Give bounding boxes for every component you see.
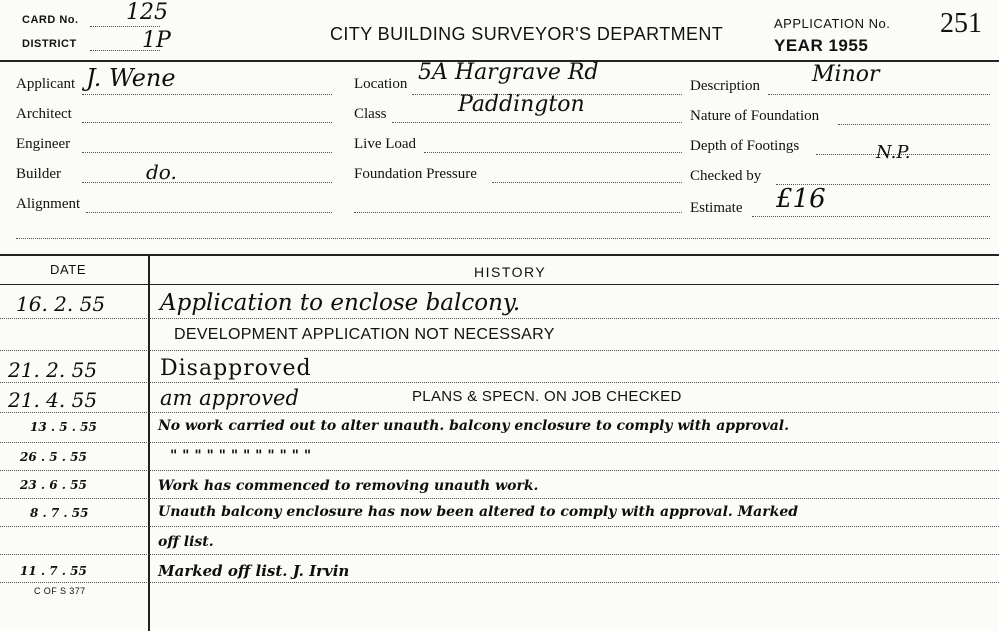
application-no-label: APPLICATION No. — [774, 16, 891, 31]
class-label: Class — [354, 106, 387, 122]
builder-value: do. — [146, 160, 177, 184]
estimate-value: £16 — [776, 184, 826, 214]
applicant-value: J. Wene — [86, 64, 176, 92]
history-date: 21. 4. 55 — [8, 388, 98, 412]
engineer-label: Engineer — [16, 136, 71, 152]
history-entry: Work has commenced to removing unauth work. — [158, 478, 539, 494]
history-entry: " " " " " " " " " " " " — [170, 448, 312, 464]
history-date: 23 . 6 . 55 — [20, 478, 87, 492]
depth-of-footings-label: Depth of Footings — [690, 138, 800, 154]
history-entry: Application to enclose balcony. — [160, 290, 521, 316]
foundation-pressure-label: Foundation Pressure — [354, 166, 477, 182]
card-no-label: CARD No. — [22, 14, 79, 26]
history-entry: Marked off list. J. Irvin — [158, 562, 350, 580]
location-label: Location — [354, 76, 408, 92]
applicant-label: Applicant — [16, 76, 76, 92]
history-entry: off list. — [158, 534, 214, 550]
history-date: 8 . 7 . 55 — [30, 506, 89, 520]
district-label: DISTRICT — [22, 38, 77, 50]
history-header-divider — [0, 284, 999, 285]
history-date: 11 . 7 . 55 — [20, 564, 87, 578]
history-column-header: HISTORY — [474, 264, 547, 280]
history-date: 13 . 5 . 55 — [30, 420, 97, 434]
history-entry: No work carried out to alter unauth. balcony enclosure to comply with approval. — [158, 418, 789, 434]
card-no-line — [90, 26, 160, 27]
alignment-label: Alignment — [16, 196, 81, 212]
architect-label: Architect — [16, 106, 72, 122]
application-no-value: 251 — [940, 8, 982, 39]
class-value: Paddington — [458, 92, 585, 117]
history-date: 21. 2. 55 — [8, 358, 98, 382]
estimate-label: Estimate — [690, 200, 743, 216]
history-date: 26 . 5 . 55 — [20, 450, 87, 464]
history-stamp: DEVELOPMENT APPLICATION NOT NECESSARY — [174, 326, 555, 343]
checked-by-label: Checked by — [690, 168, 762, 184]
date-column-header: DATE — [50, 262, 87, 277]
department-title: CITY BUILDING SURVEYOR'S DEPARTMENT — [330, 24, 724, 44]
history-entry: am approved — [160, 386, 299, 410]
history-stamp: PLANS & SPECN. ON JOB CHECKED — [412, 388, 682, 405]
district-value: 1P — [142, 28, 171, 53]
description-label: Description — [690, 78, 760, 94]
checked-by-value: N.P. — [876, 142, 911, 163]
nature-of-foundation-label: Nature of Foundation — [690, 108, 820, 124]
builder-label: Builder — [16, 166, 61, 182]
history-date: 16. 2. 55 — [16, 292, 106, 316]
history-entry: Disapproved — [160, 356, 312, 381]
history-entry: Unauth balcony enclosure has now been altered to comply with approval. Marked — [158, 504, 799, 520]
description-value: Minor — [812, 62, 880, 87]
location-value: 5A Hargrave Rd — [418, 60, 599, 85]
live-load-label: Live Load — [354, 136, 417, 152]
year-label: YEAR 1955 — [774, 36, 869, 55]
card-no-value: 125 — [126, 0, 168, 25]
form-code: C OF S 377 — [34, 586, 86, 596]
